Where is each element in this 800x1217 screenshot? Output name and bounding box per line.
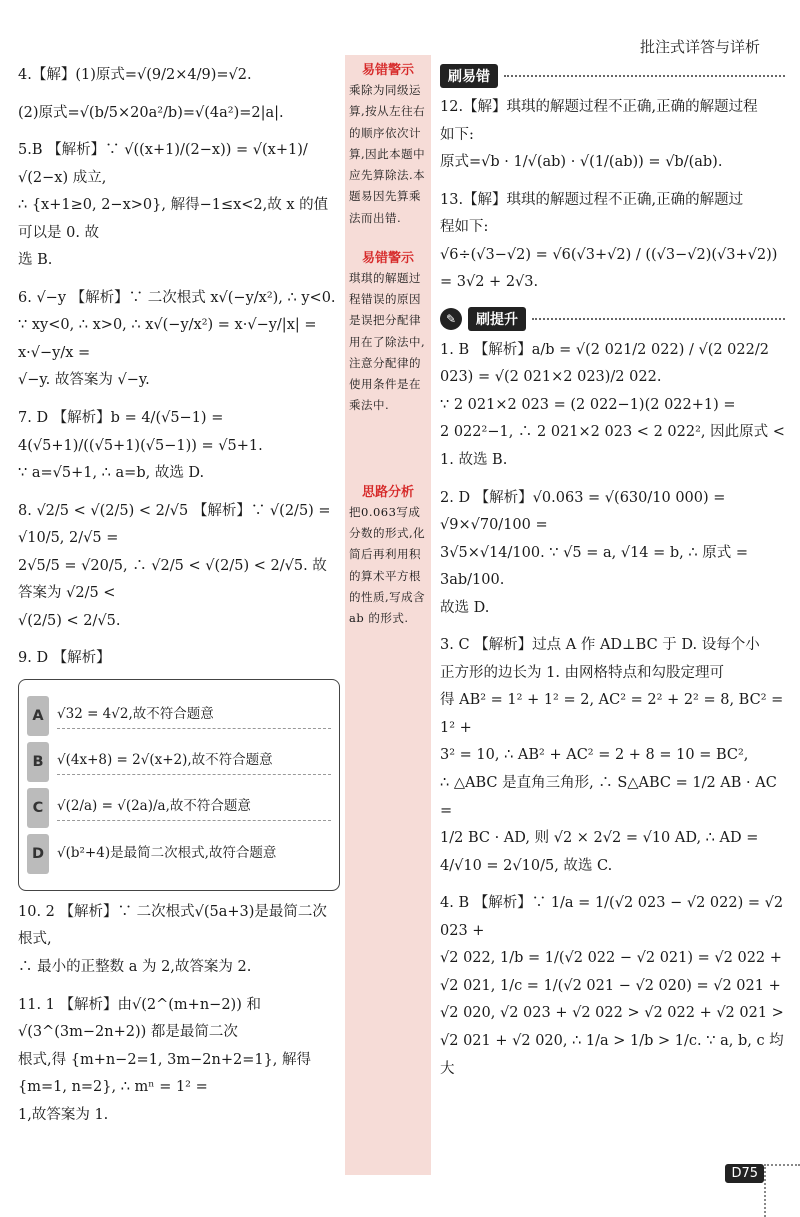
- section-heading-easy-mistakes: [440, 64, 785, 88]
- answer-r3-line2: 正方形的边长为 1. 由网格特点和勾股定理可: [440, 664, 725, 681]
- answer-q6-line3: √−y. 故答案为 √−y.: [18, 372, 150, 389]
- answer-r2-line1: 2. D 【解析】√0.063 = √(630/10 000) = √9×√70/100 =: [440, 489, 726, 534]
- answer-q12-line2: 如下:: [440, 126, 474, 143]
- answer-r2-line2: 3√5×√14/100. ∵ √5 = a, √14 = b, ∴ 原式 = 3ab/100.: [440, 544, 748, 589]
- answer-q7-line2: ∵ a=√5+1, ∴ a=b, 故选 D.: [18, 465, 205, 482]
- answer-q5-line2: ∴ {x+1≥0, 2−x>0}, 解得−1≤x<2,故 x 的值可以是 0. 故: [18, 197, 329, 241]
- warning-note: 乘除为同级运算,按从左往右的顺序依次计算,因此本题中应先算除法.本题易因先算乘法而出错.: [349, 83, 426, 225]
- option-letter: A: [27, 696, 49, 736]
- answer-r1-line4: 1. 故选 B.: [440, 452, 508, 469]
- warning-label: 易错警示: [361, 63, 414, 78]
- pencil-icon: ✎: [440, 308, 462, 330]
- answer-q8-line2: 2√5/5 = √20/5, ∴ √2/5 < √(2/5) < 2/√5. 故答案为 √2/5 <: [18, 557, 327, 602]
- option-text: √(4x+8) = 2√(x+2),故不符合题意: [57, 748, 331, 775]
- answer-q11-line2: 根式,得 {m+n−2=1, 3m−2n+2=1}, 解得 {m=1, n=2}, ∴ mⁿ = 1² =: [18, 1051, 312, 1096]
- answer-r1-line2: ∵ 2 021×2 023 = (2 022−1)(2 022+1) =: [440, 396, 736, 413]
- answer-q11-line1: 11. 1 【解析】由√(2^(m+n−2)) 和 √(3^(3m−2n+2)) 都是最简二次: [18, 996, 261, 1041]
- option-text: √(2/a) = √(2a)/a,故不符合题意: [57, 794, 331, 821]
- answer-q13-line4: = 3√2 + 2√3.: [440, 274, 539, 291]
- answer-r4-line5: √2 021 + √2 020, ∴ 1/a > 1/b > 1/c. ∵ a, b, c 均大: [440, 1032, 784, 1077]
- right-column: [440, 62, 785, 1083]
- answer-r4-line2: √2 022, 1/b = 1/(√2 022 − √2 021) = √2 022 +: [440, 950, 782, 967]
- warning-note: 琪琪的解题过程错误的原因是误把分配律用在了除法中,注意分配律的使用条件是在乘法中.: [349, 270, 426, 413]
- answer-q13-line3: √6÷(√3−√2) = √6(√3+√2) / ((√3−√2)(√3+√2)): [440, 246, 778, 263]
- dotted-divider: [504, 75, 785, 77]
- answer-q4-part2: (2)原式=√(b/5×20a²/b)=√(4a²)=2|a|.: [18, 104, 284, 121]
- answer-q10-line2: ∴ 最小的正整数 a 为 2,故答案为 2.: [18, 959, 252, 976]
- answer-r3-line6: 1/2 BC · AD, 则 √2 × 2√2 = √10 AD, ∴ AD =: [440, 830, 759, 847]
- q9-options-box: [18, 679, 340, 891]
- left-column: [18, 62, 340, 1129]
- page-header-title: 批注式详答与详析: [639, 38, 760, 56]
- annotation-sidebar: [345, 55, 431, 1175]
- q9-option-c: [27, 788, 331, 828]
- answer-r4-line1: 4. B 【解析】∵ 1/a = 1/(√2 023 − √2 022) = √2 023 +: [440, 895, 784, 939]
- q9-option-b: [27, 742, 331, 782]
- answer-r4-line3: √2 021, 1/c = 1/(√2 021 − √2 020) = √2 021 +: [440, 977, 781, 994]
- answer-q13-line2: 程如下:: [440, 219, 489, 236]
- section-label: 刷易错: [440, 64, 498, 88]
- answer-r3-line1: 3. C 【解析】过点 A 作 AD⊥BC 于 D. 设每个小: [440, 637, 760, 654]
- option-letter: D: [27, 834, 49, 874]
- q9-option-d: [27, 834, 331, 874]
- option-letter: B: [27, 742, 49, 782]
- answer-q7-line1: 7. D 【解析】b = 4/(√5−1) = 4(√5+1)/((√5+1)(√5−1)) = √5+1.: [18, 410, 263, 454]
- answer-r1-line3: 2 022²−1, ∴ 2 021×2 023 < 2 022², 因此原式 <: [440, 424, 785, 441]
- answer-q4-part1: 4.【解】(1)原式=√(9/2×4/9)=√2.: [18, 67, 252, 83]
- answer-q11-line3: 1,故答案为 1.: [18, 1106, 109, 1123]
- answer-q12-line3: 原式=√b · 1/√(ab) · √(1/(ab)) = √b/(ab).: [440, 154, 723, 171]
- answer-q13-line1: 13.【解】琪琪的解题过程不正确,正确的解题过: [440, 191, 744, 208]
- option-text: √(b²+4)是最简二次根式,故符合题意: [57, 844, 277, 861]
- answer-q10-line1: 10. 2 【解析】∵ 二次根式√(5a+3)是最简二次根式,: [18, 903, 327, 948]
- answer-q5-line1: 5.B 【解析】∵ √((x+1)/(2−x)) = √(x+1)/√(2−x) 成立,: [18, 142, 308, 186]
- answer-q12-line1: 12.【解】琪琪的解题过程不正确,正确的解题过程: [440, 99, 758, 115]
- option-text: √32 = 4√2,故不符合题意: [57, 702, 331, 729]
- section-label: 刷提升: [468, 307, 526, 331]
- answer-q5-line3: 选 B.: [18, 252, 53, 269]
- page-number: D75: [725, 1164, 764, 1183]
- section-heading-improvement: [440, 307, 785, 331]
- answer-r3-line7: 4/√10 = 2√10/5, 故选 C.: [440, 857, 613, 874]
- warning-label: 易错警示: [361, 250, 414, 266]
- answer-r3-line5: ∴ △ABC 是直角三角形, ∴ S△ABC = 1/2 AB · AC =: [440, 775, 777, 819]
- answer-r2-line3: 故选 D.: [440, 599, 490, 616]
- dotted-divider: [532, 318, 785, 320]
- corner-decoration: [764, 1164, 800, 1217]
- answer-q8-line3: √(2/5) < 2/√5.: [18, 612, 121, 629]
- answer-q9-heading: 9. D 【解析】: [18, 650, 111, 667]
- answer-r4-line4: √2 020, √2 023 + √2 022 > √2 022 + √2 021 >: [440, 1005, 784, 1022]
- answer-r3-line3: 得 AB² = 1² + 1² = 2, AC² = 2² + 2² = 8, BC² = 1² +: [440, 692, 784, 736]
- analysis-label: 思路分析: [361, 484, 414, 500]
- option-letter: C: [27, 788, 49, 828]
- answer-q6-line2: ∵ xy<0, ∴ x>0, ∴ x√(−y/x²) = x·√−y/|x| = x·√−y/x =: [18, 317, 317, 361]
- answer-r3-line4: 3² = 10, ∴ AB² + AC² = 2 + 8 = 10 = BC²,: [440, 747, 749, 764]
- q9-option-a: [27, 696, 331, 736]
- answer-q6-line1: 6. √−y 【解析】∵ 二次根式 x√(−y/x²), ∴ y<0.: [18, 289, 336, 306]
- answer-q8-line1: 8. √2/5 < √(2/5) < 2/√5 【解析】∵ √(2/5) = √10/5, 2/√5 =: [18, 502, 331, 547]
- analysis-note: 把0.063写成分数的形式,化简后再利用积的算术平方根的性质,写成含 ab 的形式.: [349, 504, 426, 626]
- answer-r1-line1: 1. B 【解析】a/b = √(2 021/2 022) / √(2 022/2 023) = √(2 021×2 023)/2 022.: [440, 341, 769, 386]
